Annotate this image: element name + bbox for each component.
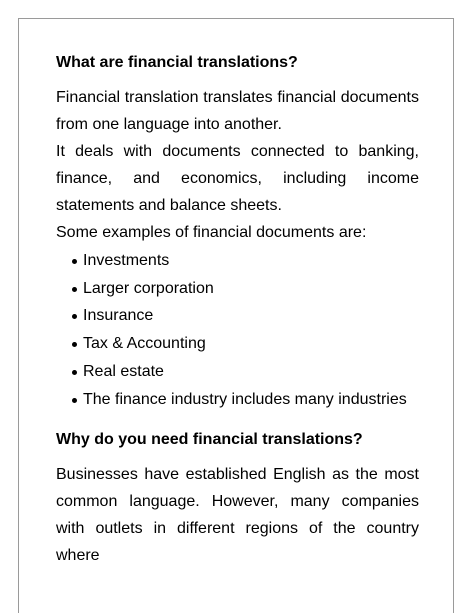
list-item-text: Tax & Accounting xyxy=(83,335,206,353)
section-heading-why: Why do you need financial translations? xyxy=(56,431,363,449)
list-item-text: Larger corporation xyxy=(83,279,214,297)
bullet-icon xyxy=(72,259,77,264)
list-item xyxy=(56,330,419,358)
list-item xyxy=(56,302,419,330)
bullet-icon xyxy=(72,342,77,347)
paragraph-reason: Businesses have established English as the most common language. However, many companies with outlets in different regions of the country where xyxy=(56,466,419,565)
examples-intro: Some examples of financial documents are: xyxy=(56,224,367,241)
list-item xyxy=(56,358,419,386)
bullet-icon xyxy=(72,314,77,319)
document-body xyxy=(56,50,419,569)
list-item-text: The finance industry includes many industries xyxy=(83,390,407,408)
examples-list xyxy=(56,247,419,413)
paragraph-scope: It deals with documents connected to banking, finance, and economics, including income statements and balance sheets. xyxy=(56,143,419,214)
list-item-text: Real estate xyxy=(83,362,164,380)
list-item xyxy=(56,386,419,414)
section-heading-what: What are financial translations? xyxy=(56,54,298,71)
bullet-icon xyxy=(72,287,77,292)
bullet-icon xyxy=(72,370,77,375)
list-item-text: Investments xyxy=(83,252,170,269)
list-item-text: Insurance xyxy=(83,307,154,325)
list-item xyxy=(56,247,419,275)
paragraph-definition: Financial translation translates financial documents from one language into another. xyxy=(56,89,419,133)
bullet-icon xyxy=(72,398,77,403)
list-item xyxy=(56,275,419,303)
